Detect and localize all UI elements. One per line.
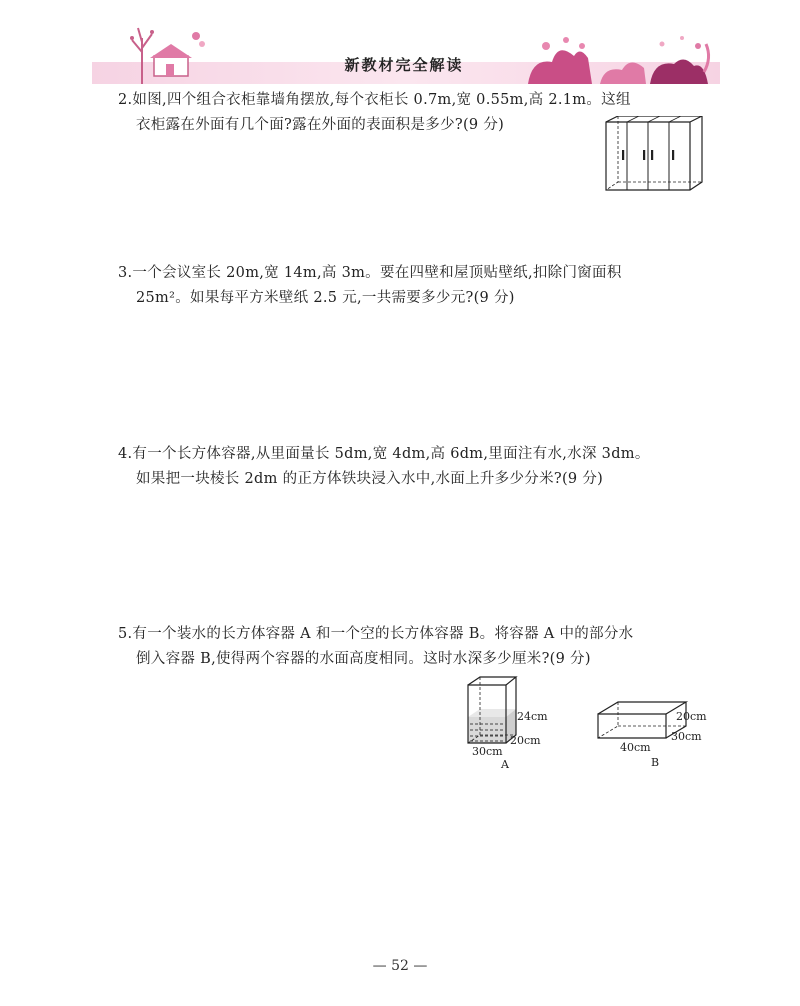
container-a-height-label: 24cm: [517, 710, 548, 723]
question-5: [118, 622, 720, 672]
flower-cloud-illustration: [522, 32, 718, 88]
question-4-line-1: 4.有一个长方体容器,从里面量长 5dm,宽 4dm,高 6dm,里面注有水,水深 3dm。: [118, 446, 650, 462]
question-4: [118, 442, 720, 492]
container-a-figure: [460, 672, 550, 768]
question-2-line-1: 2.如图,四个组合衣柜靠墙角摆放,每个衣柜长 0.7m,宽 0.55m,高 2.1m。这组: [118, 92, 631, 108]
house-tree-illustration: [102, 18, 212, 88]
question-3-line-2: 25m²。如果每平方米壁纸 2.5 元,一共需要多少元?(9 分): [136, 290, 515, 306]
wardrobe-figure: [604, 116, 704, 192]
header-title: 新教材完全解读: [344, 56, 464, 74]
container-a-caption: A: [501, 758, 509, 768]
question-5-line-1: 5.有一个装水的长方体容器 A 和一个空的长方体容器 B。将容器 A 中的部分水: [118, 626, 634, 642]
question-4-line-2: 如果把一块棱长 2dm 的正方体铁块浸入水中,水面上升多少分米?(9 分): [136, 471, 604, 487]
container-b-length-label: 40cm: [620, 741, 651, 754]
container-b-height-label: 20cm: [676, 710, 707, 723]
container-a-width-label: 20cm: [510, 734, 541, 747]
container-b-caption: B: [651, 756, 660, 768]
page-header: [92, 18, 720, 84]
container-b-width-label: 30cm: [671, 730, 702, 743]
container-a-length-label: 30cm: [472, 745, 503, 758]
question-3: [118, 261, 720, 311]
question-5-line-2: 倒入容器 B,使得两个容器的水面高度相同。这时水深多少厘米?(9 分): [136, 651, 591, 667]
question-3-line-1: 3.一个会议室长 20m,宽 14m,高 3m。要在四壁和屋顶贴壁纸,扣除门窗面积: [118, 265, 622, 281]
page-number: — 52 —: [372, 958, 428, 974]
question-2-line-2: 衣柜露在外面有几个面?露在外面的表面积是多少?(9 分): [136, 117, 505, 133]
container-b-figure: [594, 696, 714, 768]
